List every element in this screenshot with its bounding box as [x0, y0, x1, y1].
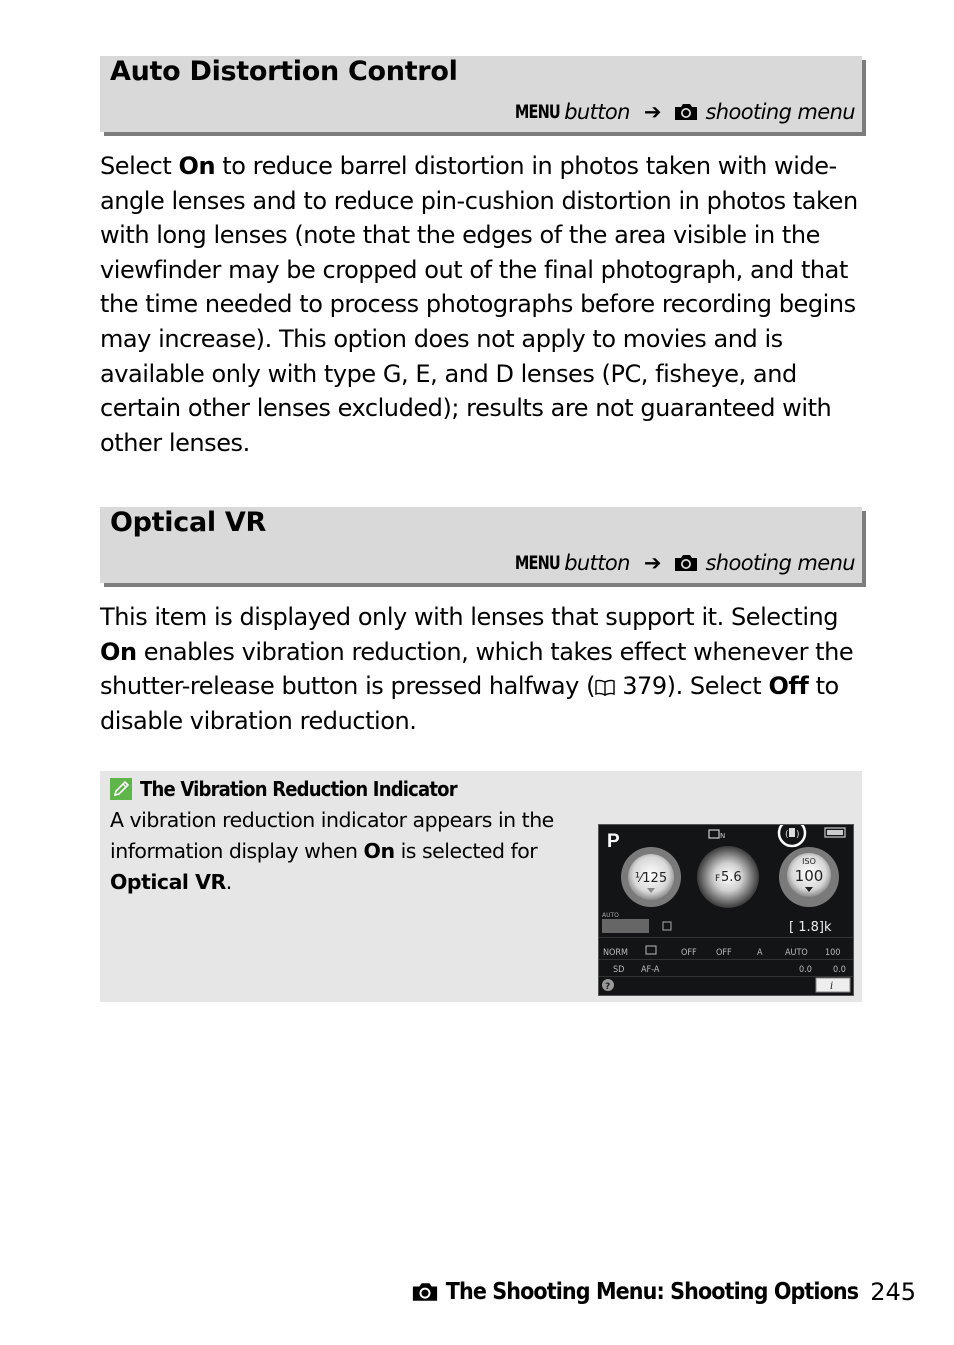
menu-path — [507, 100, 855, 124]
iso-label: ISO — [802, 857, 816, 866]
aperture-prefix: F — [715, 874, 721, 884]
arrow-icon: ➔ — [643, 551, 662, 575]
footer-title: The Shooting Menu: Shooting Options — [445, 1279, 859, 1305]
menu-name: shooting menu — [705, 100, 855, 124]
page-number: 245 — [870, 1278, 916, 1306]
af-area-grid — [602, 919, 649, 933]
camera-icon — [410, 1281, 440, 1303]
book-icon — [595, 679, 615, 696]
note-title: The Vibration Reduction Indicator — [110, 777, 457, 801]
svg-text:SD: SD — [613, 965, 625, 975]
frames-remaining: [ 1.8]k — [789, 920, 832, 935]
menu-path — [507, 551, 855, 575]
menu-label: MENU — [515, 552, 561, 574]
note-box — [100, 771, 862, 1002]
svg-text:OFF: OFF — [681, 948, 697, 958]
svg-text:0.0: 0.0 — [833, 965, 846, 975]
svg-text:N: N — [720, 832, 726, 840]
camera-info-display — [598, 824, 854, 996]
note-text: A vibration reduction indicator appears in the information display when On is selected for Optical VR. — [110, 808, 554, 894]
camera-icon — [673, 102, 699, 122]
optical-vr-paragraph: This item is displayed only with lenses that support it. Selecting On enables vibration reduction, which takes effect whenever the shutter-release button is pressed halfway ( 379). Select Off to disable vibration reduction. — [100, 603, 854, 735]
iso-value: 100 — [794, 867, 824, 885]
svg-text:AF-A: AF-A — [641, 965, 660, 975]
svg-text:0.0: 0.0 — [799, 965, 812, 975]
settings-row-1 — [603, 946, 840, 958]
pencil-note-icon — [110, 778, 132, 800]
svg-text:OFF: OFF — [716, 948, 732, 958]
page-footer — [410, 1278, 916, 1306]
button-label: button — [564, 100, 630, 124]
section-title: Optical VR — [110, 507, 267, 538]
section-header-auto-distortion — [100, 56, 862, 132]
button-label: button — [564, 551, 630, 575]
svg-text:i: i — [830, 981, 834, 992]
aperture-value: 5.6 — [721, 870, 742, 885]
auto-label: AUTO — [602, 912, 619, 919]
release-mode-icon — [709, 830, 719, 838]
svg-text:?: ? — [605, 982, 611, 992]
arrow-icon: ➔ — [643, 100, 662, 124]
menu-label: MENU — [515, 101, 561, 123]
camera-icon — [673, 553, 699, 573]
svg-text:A: A — [757, 948, 763, 958]
svg-text:NORM: NORM — [603, 948, 629, 958]
svg-text:AUTO: AUTO — [785, 948, 808, 958]
svg-text:(: ( — [785, 830, 789, 840]
menu-name: shooting menu — [705, 551, 855, 575]
svg-text:): ) — [796, 830, 800, 840]
mode-label: P — [607, 831, 620, 852]
auto-distortion-paragraph: Select On to reduce barrel distortion in photos taken with wide-angle lenses and to reduce pin-cushion distortion in photos taken with long lenses (note that the edges of the area visible in the viewfinder may be cropped out of the final photograph, and that the time needed to process photographs before recording begins may increase). This option does not apply to movies and is available only with type G, E, and D lenses (PC, fisheye, and certain other lenses excluded); results are not guaranteed with other lenses. — [100, 152, 858, 457]
shutter-value: ¹⁄125 — [634, 871, 668, 886]
section-header-optical-vr — [100, 507, 862, 583]
svg-text:100: 100 — [825, 948, 841, 958]
settings-row-2 — [613, 965, 846, 975]
section-title: Auto Distortion Control — [110, 56, 458, 87]
